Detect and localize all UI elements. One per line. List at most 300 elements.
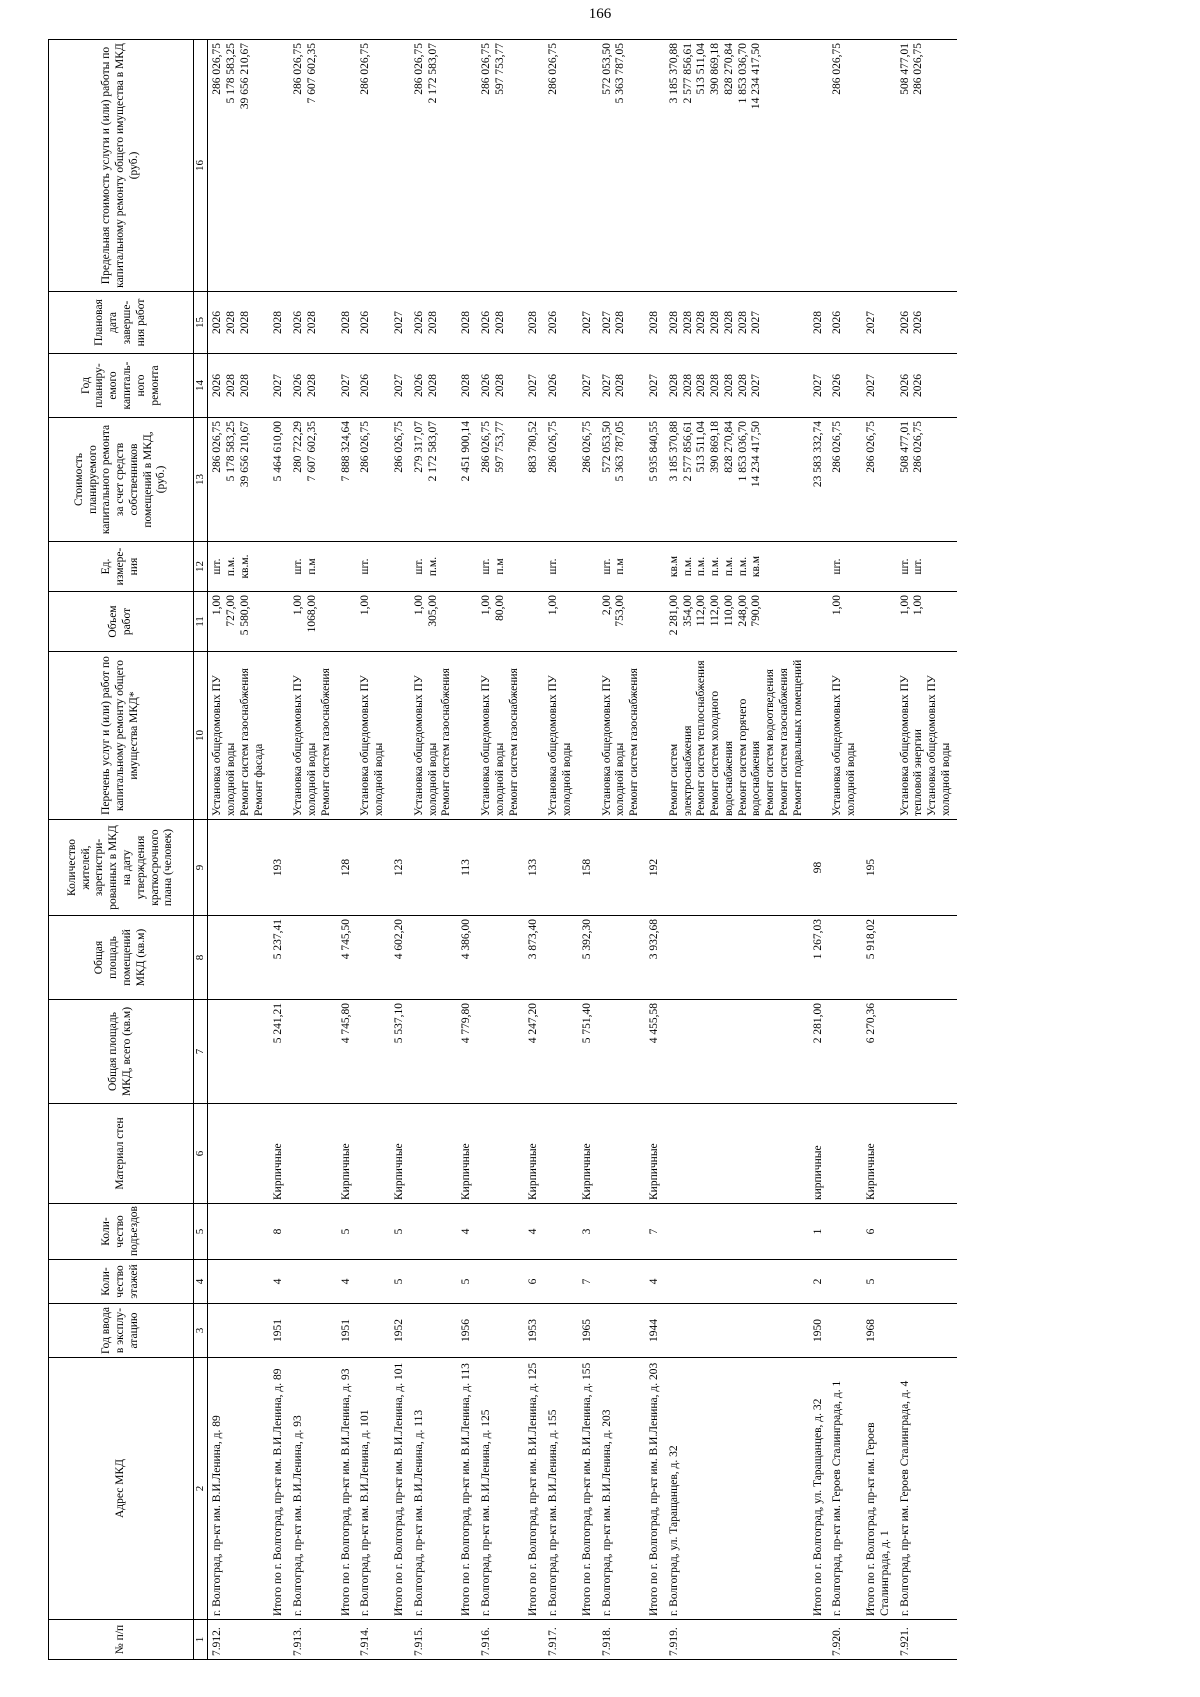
entrances-cell: 4	[524, 1204, 544, 1260]
works-list-line: Установка общедомовых ПУ холодной воды	[292, 675, 318, 816]
end-year-cell	[289, 292, 336, 354]
volume-cell	[457, 592, 477, 652]
cost-line: 286 026,75	[211, 421, 224, 473]
residents-cell	[665, 820, 809, 916]
limit-cost-line: 5 363 787,05	[614, 43, 627, 104]
end-year-line: 2028	[339, 311, 352, 334]
residents-cell	[410, 820, 457, 916]
plan-year-cell	[410, 354, 457, 418]
works-list-line: Установка общедомовых ПУ холодной воды	[211, 675, 237, 816]
premises-area-cell: 5 918,02	[862, 916, 896, 1000]
address-cell: Итого по г. Волгоград, ул. Таращанцев, д. 32	[809, 1358, 829, 1620]
wall-material-cell: Кирпичные	[645, 1104, 665, 1204]
col-number: 8	[194, 916, 208, 1000]
commission-year-cell	[828, 1304, 862, 1358]
wall-material-cell: Кирпичные	[578, 1104, 598, 1204]
total-area-cell	[208, 1000, 270, 1104]
cost-line: 508 477,01	[898, 421, 911, 473]
col-header-9: Количество жителей, зарегистри-рованных в МКД на дату утверждения краткосрочного плана (человек)	[49, 820, 194, 916]
unit-cell	[457, 542, 477, 592]
cost-line: 883 780,52	[527, 421, 540, 473]
capital-repair-plan-table	[48, 39, 957, 1660]
works-list-cell	[578, 652, 598, 820]
plan-year-line: 2027	[750, 374, 763, 397]
floors-cell	[665, 1260, 809, 1304]
row-number: 7.914.	[356, 1620, 390, 1660]
end-year-line: 2027	[865, 311, 878, 334]
premises-area-cell	[665, 916, 809, 1000]
end-year-line: 2026	[912, 311, 925, 334]
plan-year-line: 2026	[831, 374, 844, 397]
table-row-total	[524, 40, 544, 1660]
end-year-line: 2026	[831, 311, 844, 334]
unit-cell	[410, 542, 457, 592]
unit-cell	[809, 542, 829, 592]
entrances-cell: 6	[862, 1204, 896, 1260]
premises-area-cell	[598, 916, 645, 1000]
plan-year-cell	[645, 354, 665, 418]
unit-line: кв.м.	[238, 554, 251, 579]
plan-year-cell	[862, 354, 896, 418]
col-header-11: Объем работ	[49, 592, 194, 652]
commission-year-cell	[896, 1304, 957, 1358]
wall-material-cell	[828, 1104, 862, 1204]
works-list-cell	[828, 652, 862, 820]
end-year-line: 2028	[493, 311, 506, 334]
unit-line: шт.	[359, 558, 372, 575]
row-number	[862, 1620, 896, 1660]
works-list-cell	[269, 652, 289, 820]
limit-cost-line: 508 477,01	[898, 43, 911, 95]
limit-cost-cell	[337, 40, 357, 292]
unit-line: кв.м	[667, 555, 680, 578]
plan-year-cell	[269, 354, 289, 418]
table-row	[410, 40, 457, 1660]
volume-cell	[544, 592, 578, 652]
cost-line: 280 722,29	[292, 421, 305, 473]
volume-cell	[665, 592, 809, 652]
end-year-line: 2028	[305, 311, 318, 334]
plan-year-line: 2026	[292, 374, 305, 397]
plan-year-line: 2026	[211, 374, 224, 397]
plan-year-cell	[544, 354, 578, 418]
residents-cell	[598, 820, 645, 916]
works-list-line: Ремонт подвальных помещений	[791, 659, 804, 816]
address-cell: Итого по г. Волгоград, пр-кт им. В.И.Ленина, д. 93	[337, 1358, 357, 1620]
unit-cell	[862, 542, 896, 592]
unit-cell	[356, 542, 390, 592]
unit-line: кв.м	[750, 555, 763, 578]
total-area-cell: 6 270,36	[862, 1000, 896, 1104]
works-list-line: Установка общедомовых ПУ холодной воды	[479, 675, 506, 816]
row-number	[809, 1620, 829, 1660]
unit-cell	[645, 542, 665, 592]
works-list-line: Ремонт систем электроснабжения	[667, 725, 694, 816]
row-number: 7.920.	[828, 1620, 862, 1660]
limit-cost-line: 7 607 602,35	[305, 43, 318, 104]
col-header-13: Стоимость планируемого капитального ремонта за счет средств собственников помещений в МКД, (руб.)	[49, 418, 194, 542]
volume-cell	[269, 592, 289, 652]
works-list-cell	[390, 652, 410, 820]
works-list-cell	[645, 652, 665, 820]
col-header-16: Предельная стоимость услуги и (или) работы по капитальному ремонту общего имущества в МКД (руб.)	[49, 40, 194, 292]
works-list-cell	[809, 652, 829, 820]
premises-area-cell: 4 386,00	[457, 916, 477, 1000]
address-cell: Итого по г. Волгоград, пр-кт им. В.И.Ленина, д. 101	[390, 1358, 410, 1620]
total-area-cell	[896, 1000, 957, 1104]
end-year-cell	[598, 292, 645, 354]
residents-cell: 128	[337, 820, 357, 916]
limit-cost-cell	[598, 40, 645, 292]
works-list-line: Ремонт систем холодного водоснабжения	[709, 690, 735, 816]
commission-year-cell: 1951	[337, 1304, 357, 1358]
works-list-line: Установка общедомовых ПУ холодной воды	[600, 675, 627, 816]
limit-cost-line: 286 026,75	[547, 43, 560, 95]
cost-cell	[524, 418, 544, 542]
cost-line: 286 026,75	[547, 421, 560, 473]
unit-line: п.м.	[722, 556, 735, 577]
row-number: 7.913.	[289, 1620, 336, 1660]
commission-year-cell: 1950	[809, 1304, 829, 1358]
entrances-cell	[828, 1204, 862, 1260]
col-header-8: Общая площадь помещений МКД (кв.м)	[49, 916, 194, 1000]
entrances-cell: 1	[809, 1204, 829, 1260]
plan-year-cell	[457, 354, 477, 418]
floors-cell	[356, 1260, 390, 1304]
total-area-cell	[828, 1000, 862, 1104]
volume-line: 753,00	[614, 595, 627, 627]
volume-cell	[578, 592, 598, 652]
address-cell: г. Волгоград, ул. Таращанцев, д. 32	[665, 1358, 809, 1620]
plan-year-line: 2026	[898, 374, 911, 397]
limit-cost-cell	[896, 40, 957, 292]
unit-line: п.м.	[736, 556, 749, 577]
col-header-1: № п/п	[49, 1620, 194, 1660]
entrances-cell: 5	[390, 1204, 410, 1260]
total-area-cell: 2 281,00	[809, 1000, 829, 1104]
end-year-line: 2028	[647, 311, 660, 334]
end-year-cell	[390, 292, 410, 354]
premises-area-cell: 1 267,03	[809, 916, 829, 1000]
commission-year-cell: 1956	[457, 1304, 477, 1358]
limit-cost-line: 572 053,50	[600, 43, 613, 95]
premises-area-cell: 3 873,40	[524, 916, 544, 1000]
cost-line: 5 363 787,05	[614, 421, 627, 482]
cost-cell	[809, 418, 829, 542]
volume-line: 5 580,00	[238, 595, 251, 636]
end-year-line: 2026	[479, 311, 492, 334]
end-year-line: 2028	[527, 311, 540, 334]
address-cell: г. Волгоград, пр-кт им. В.И.Ленина, д. 93	[289, 1358, 336, 1620]
address-cell: Итого по г. Волгоград, пр-кт им. В.И.Ленина, д. 155	[578, 1358, 598, 1620]
works-list-cell	[862, 652, 896, 820]
end-year-line: 2028	[709, 311, 722, 334]
commission-year-cell	[477, 1304, 524, 1358]
residents-cell: 133	[524, 820, 544, 916]
plan-year-cell	[828, 354, 862, 418]
limit-cost-cell	[645, 40, 665, 292]
works-list-line: Установка общедомовых ПУ холодной воды	[359, 675, 386, 816]
total-area-cell: 4 455,58	[645, 1000, 665, 1104]
end-year-line: 2028	[667, 311, 680, 334]
unit-line: шт.	[479, 558, 492, 575]
plan-year-line: 2027	[600, 374, 613, 397]
col-number: 15	[194, 292, 208, 354]
col-number: 7	[194, 1000, 208, 1104]
table-row	[356, 40, 390, 1660]
limit-cost-cell	[665, 40, 809, 292]
limit-cost-line: 828 270,84	[722, 43, 735, 95]
unit-line: п.м.	[224, 556, 237, 577]
table-row	[544, 40, 578, 1660]
unit-line: п.м.	[695, 556, 708, 577]
commission-year-cell	[356, 1304, 390, 1358]
volume-cell	[390, 592, 410, 652]
volume-cell	[289, 592, 336, 652]
commission-year-cell	[289, 1304, 336, 1358]
works-list-line: Установка общедомовых ПУ холодной воды	[831, 675, 858, 816]
works-list-line: Ремонт систем газоснабжения	[319, 668, 332, 816]
floors-cell: 5	[390, 1260, 410, 1304]
col-header-12: Ед. измере-ния	[49, 542, 194, 592]
row-number: 7.915.	[410, 1620, 457, 1660]
volume-cell	[356, 592, 390, 652]
cost-line: 5 178 583,25	[224, 421, 237, 482]
cost-line: 286 026,75	[580, 421, 593, 473]
row-number	[645, 1620, 665, 1660]
wall-material-cell: Кирпичные	[390, 1104, 410, 1204]
works-list-cell	[665, 652, 809, 820]
residents-cell: 193	[269, 820, 289, 916]
limit-cost-cell	[356, 40, 390, 292]
cost-cell	[337, 418, 357, 542]
limit-cost-cell	[524, 40, 544, 292]
end-year-line: 2028	[736, 311, 749, 334]
end-year-cell	[337, 292, 357, 354]
column-number-row	[194, 40, 208, 1660]
plan-year-line: 2028	[709, 374, 722, 397]
limit-cost-line: 286 026,75	[211, 43, 224, 95]
cost-line: 2 451 900,14	[460, 421, 473, 482]
works-list-line: Установка общедомовых ПУ тепловой энергии	[898, 675, 925, 816]
entrances-cell: 4	[457, 1204, 477, 1260]
end-year-cell	[809, 292, 829, 354]
limit-cost-cell	[410, 40, 457, 292]
table-row-total	[862, 40, 896, 1660]
limit-cost-line: 286 026,75	[359, 43, 372, 95]
row-number	[457, 1620, 477, 1660]
cost-line: 286 026,75	[479, 421, 492, 473]
premises-area-cell	[828, 916, 862, 1000]
plan-year-line: 2027	[392, 374, 405, 397]
cost-cell	[410, 418, 457, 542]
cost-cell	[645, 418, 665, 542]
total-area-cell: 5 241,21	[269, 1000, 289, 1104]
cost-line: 39 656 210,67	[238, 421, 251, 488]
volume-line: 2 281,00	[667, 595, 680, 636]
plan-year-line: 2028	[681, 374, 694, 397]
entrances-cell: 8	[269, 1204, 289, 1260]
floors-cell	[828, 1260, 862, 1304]
works-list-cell	[544, 652, 578, 820]
volume-line: 1,00	[211, 595, 224, 616]
end-year-line: 2026	[547, 311, 560, 334]
plan-year-line: 2027	[527, 374, 540, 397]
address-cell: г. Волгоград, пр-кт им. Героев Сталинграда, д. 4	[896, 1358, 957, 1620]
address-cell: г. Волгоград, пр-кт им. В.И.Ленина, д. 155	[544, 1358, 578, 1620]
works-list-line: Ремонт систем газоснабжения	[440, 668, 453, 816]
end-year-line: 2028	[722, 311, 735, 334]
plan-year-cell	[578, 354, 598, 418]
unit-line: шт.	[600, 558, 613, 575]
row-number: 7.916.	[477, 1620, 524, 1660]
premises-area-cell	[896, 916, 957, 1000]
end-year-line: 2026	[211, 311, 224, 334]
end-year-cell	[665, 292, 809, 354]
limit-cost-cell	[828, 40, 862, 292]
floors-cell: 2	[809, 1260, 829, 1304]
residents-cell: 123	[390, 820, 410, 916]
wall-material-cell	[665, 1104, 809, 1204]
plan-year-cell	[524, 354, 544, 418]
end-year-cell	[457, 292, 477, 354]
volume-line: 1,00	[912, 595, 925, 616]
limit-cost-line: 1 853 036,70	[736, 43, 749, 104]
plan-year-line: 2026	[359, 374, 372, 397]
address-cell: г. Волгоград, пр-кт им. В.И.Ленина, д. 125	[477, 1358, 524, 1620]
works-list-cell	[598, 652, 645, 820]
row-number	[578, 1620, 598, 1660]
entrances-cell: 7	[645, 1204, 665, 1260]
premises-area-cell	[477, 916, 524, 1000]
col-header-4: Коли-чество этажей	[49, 1260, 194, 1304]
total-area-cell	[477, 1000, 524, 1104]
limit-cost-line: 286 026,75	[479, 43, 492, 95]
works-list-line: Ремонт систем газоснабжения	[628, 668, 641, 816]
volume-line: 354,00	[681, 595, 694, 627]
volume-cell	[862, 592, 896, 652]
commission-year-cell: 1952	[390, 1304, 410, 1358]
table-row-total	[269, 40, 289, 1660]
volume-line: 1,00	[898, 595, 911, 616]
volume-line: 1,00	[359, 595, 372, 616]
cost-line: 390 869,18	[709, 421, 722, 473]
col-number: 2	[194, 1358, 208, 1620]
end-year-line: 2026	[898, 311, 911, 334]
residents-cell: 158	[578, 820, 598, 916]
wall-material-cell: Кирпичные	[337, 1104, 357, 1204]
premises-area-cell: 4 602,20	[390, 916, 410, 1000]
works-list-cell	[524, 652, 544, 820]
commission-year-cell: 1944	[645, 1304, 665, 1358]
wall-material-cell	[289, 1104, 336, 1204]
volume-line: 1068,00	[305, 595, 318, 633]
entrances-cell	[598, 1204, 645, 1260]
unit-line: шт.	[831, 558, 844, 575]
table-rotated-container	[48, 40, 1153, 1660]
wall-material-cell: кирпичные	[809, 1104, 829, 1204]
col-number: 9	[194, 820, 208, 916]
volume-cell	[477, 592, 524, 652]
cost-line: 5 464 610,00	[272, 421, 285, 482]
volume-cell	[524, 592, 544, 652]
unit-cell	[544, 542, 578, 592]
limit-cost-line: 390 869,18	[709, 43, 722, 95]
total-area-cell: 4 779,80	[457, 1000, 477, 1104]
plan-year-line: 2028	[695, 374, 708, 397]
cost-line: 286 026,75	[831, 421, 844, 473]
wall-material-cell: Кирпичные	[269, 1104, 289, 1204]
limit-cost-line: 2 577 856,61	[681, 43, 694, 104]
unit-cell	[578, 542, 598, 592]
table-row-total	[645, 40, 665, 1660]
total-area-cell: 5 537,10	[390, 1000, 410, 1104]
unit-cell	[598, 542, 645, 592]
floors-cell	[208, 1260, 270, 1304]
end-year-cell	[645, 292, 665, 354]
unit-cell	[896, 542, 957, 592]
end-year-line: 2028	[681, 311, 694, 334]
entrances-cell: 3	[578, 1204, 598, 1260]
end-year-cell	[828, 292, 862, 354]
limit-cost-cell	[390, 40, 410, 292]
volume-line: 110,00	[722, 595, 735, 627]
address-cell: Итого по г. Волгоград, пр-кт им. В.И.Ленина, д. 203	[645, 1358, 665, 1620]
works-list-cell	[356, 652, 390, 820]
address-cell: г. Волгоград, пр-кт им. Героев Сталинграда, д. 1	[828, 1358, 862, 1620]
plan-year-line: 2027	[647, 374, 660, 397]
limit-cost-line: 286 026,75	[412, 43, 425, 95]
plan-year-line: 2028	[667, 374, 680, 397]
works-list-line: Ремонт систем газоснабжения	[507, 668, 520, 816]
entrances-cell: 5	[337, 1204, 357, 1260]
volume-cell	[645, 592, 665, 652]
volume-line: 112,00	[709, 595, 722, 627]
end-year-line: 2028	[272, 311, 285, 334]
entrances-cell	[410, 1204, 457, 1260]
address-cell: Итого по г. Волгоград, пр-кт им. В.И.Ленина, д. 113	[457, 1358, 477, 1620]
commission-year-cell: 1968	[862, 1304, 896, 1358]
end-year-line: 2028	[238, 311, 251, 334]
address-cell: г. Волгоград, пр-кт им. В.И.Ленина, д. 101	[356, 1358, 390, 1620]
plan-year-line: 2027	[580, 374, 593, 397]
limit-cost-line: 39 656 210,67	[238, 43, 251, 110]
end-year-line: 2028	[695, 311, 708, 334]
floors-cell: 7	[578, 1260, 598, 1304]
end-year-cell	[269, 292, 289, 354]
address-cell: г. Волгоград, пр-кт им. В.И.Ленина, д. 203	[598, 1358, 645, 1620]
unit-line: шт.	[292, 558, 305, 575]
wall-material-cell: Кирпичные	[862, 1104, 896, 1204]
works-list-cell	[289, 652, 336, 820]
limit-cost-cell	[457, 40, 477, 292]
unit-cell	[337, 542, 357, 592]
unit-cell	[269, 542, 289, 592]
floors-cell	[289, 1260, 336, 1304]
cost-line: 1 853 036,70	[736, 421, 749, 482]
wall-material-cell: Кирпичные	[457, 1104, 477, 1204]
works-list-line: Ремонт систем газоснабжения	[238, 668, 251, 816]
volume-line: 1,00	[412, 595, 425, 616]
cost-line: 2 577 856,61	[681, 421, 694, 482]
unit-line: п.м	[614, 558, 627, 575]
plan-year-cell	[390, 354, 410, 418]
wall-material-cell	[598, 1104, 645, 1204]
works-list-line: Ремонт систем водоотведения	[764, 669, 777, 816]
plan-year-line: 2027	[865, 374, 878, 397]
unit-line: п.м.	[709, 556, 722, 577]
limit-cost-line: 5 178 583,25	[224, 43, 237, 104]
